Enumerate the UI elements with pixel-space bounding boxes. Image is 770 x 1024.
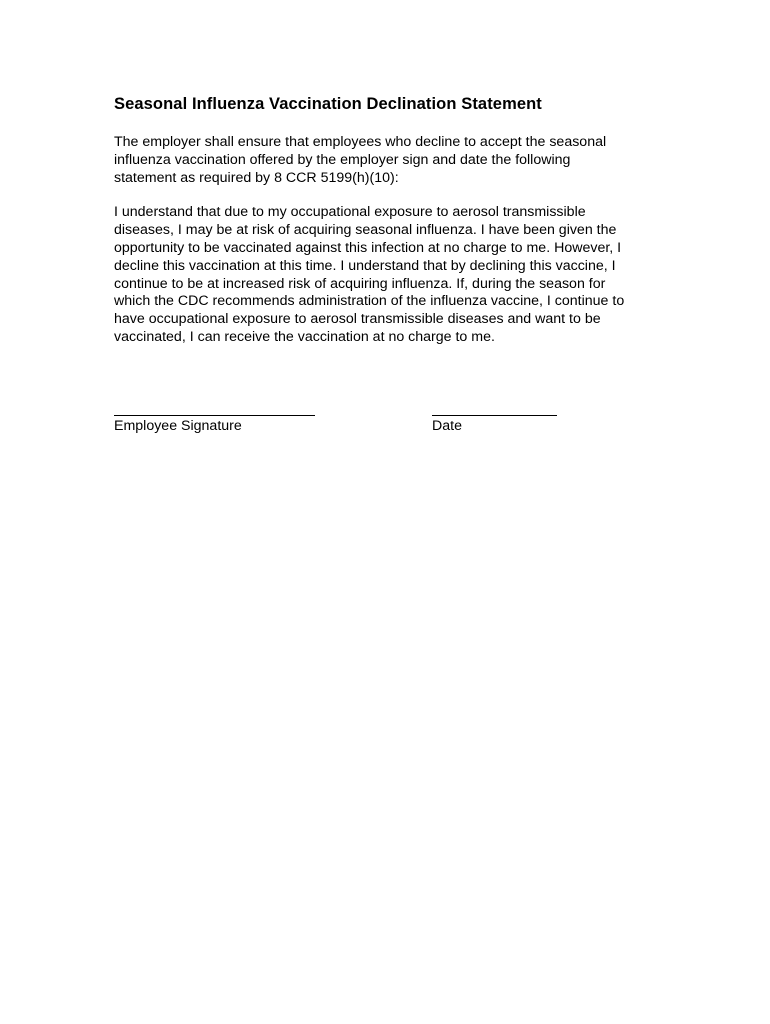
statement-line: which the CDC recommends administration of the influenza vaccine, I continue to — [114, 293, 625, 310]
statement-line: I understand that due to my occupational exposure to aerosol transmissible — [114, 204, 586, 221]
statement-line: opportunity to be vaccinated against this infection at no charge to me. However, I — [114, 239, 622, 256]
intro-line: influenza vaccination offered by the employer sign and date the following — [114, 151, 571, 168]
statement-line: vaccinated, I can receive the vaccination at no charge to me. — [114, 328, 495, 345]
employee-signature-label: Employee Signature — [114, 418, 242, 434]
date-field — [432, 405, 557, 435]
statement-line: have occupational exposure to aerosol transmissible diseases and want to be — [114, 311, 601, 328]
employee-signature-line — [114, 415, 315, 416]
statement-line: continue to be at increased risk of acquiring influenza. If, during the season for — [114, 275, 606, 292]
declination-statement-paragraph — [114, 204, 674, 346]
signature-block — [114, 405, 674, 445]
employee-signature-field — [114, 405, 315, 435]
document-title: Seasonal Influenza Vaccination Declination Statement — [114, 95, 542, 113]
intro-line: statement as required by 8 CCR 5199(h)(10): — [114, 169, 399, 186]
intro-paragraph — [114, 134, 674, 187]
statement-line: diseases, I may be at risk of acquiring seasonal influenza. I have been given the — [114, 222, 617, 239]
date-label: Date — [432, 418, 462, 434]
date-line — [432, 415, 557, 416]
document-page — [114, 94, 674, 347]
statement-line: decline this vaccination at this time. I understand that by declining this vaccine, I — [114, 257, 616, 274]
intro-line: The employer shall ensure that employees who decline to accept the seasonal — [114, 134, 607, 150]
